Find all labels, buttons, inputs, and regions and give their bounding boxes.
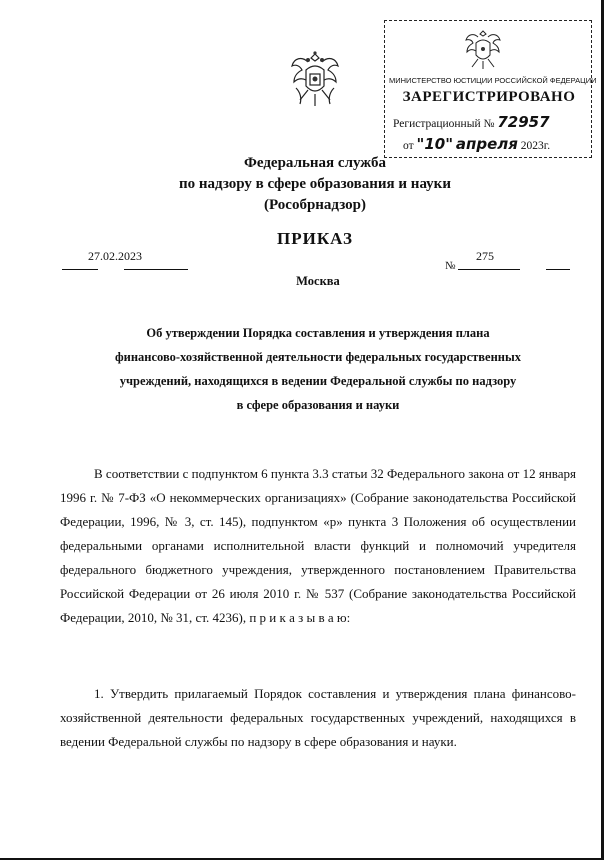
number-sign: № [445, 260, 456, 272]
city: Москва [296, 274, 340, 288]
stamp-date [403, 135, 550, 153]
registration-stamp [384, 20, 597, 158]
agency-line: Федеральная служба [244, 155, 386, 171]
number-underline [546, 269, 570, 270]
subject-line: в сфере образования и науки [236, 398, 400, 412]
subject-line: финансово-хозяйственной деятельности федеральных государственных [114, 350, 522, 364]
stamp-date-day: "10" [416, 135, 454, 153]
coat-of-arms-icon [286, 48, 344, 112]
stamp-date-year: 2023г. [520, 140, 551, 152]
date-underline [62, 269, 98, 270]
stamp-coat-of-arms-icon [461, 27, 505, 71]
stamp-registration-number [393, 113, 550, 131]
stamp-title: ЗАРЕГИСТРИРОВАНО [402, 89, 576, 105]
number-underline [458, 269, 520, 270]
stamp-reg-number: 72957 [497, 113, 550, 131]
clause-1-paragraph: 1. Утвердить прилагаемый Порядок составления и утверждения плана финансово-хозяйственной деятельности федеральных государственных учреждений, находящихся в ведении Федеральной службы по надзору в сфере образования и науки. [60, 686, 576, 749]
stamp-date-month: апреля [455, 135, 518, 153]
agency-name [150, 153, 480, 216]
date-underline [124, 269, 188, 270]
stamp-ministry-name: МИНИСТЕРСТВО ЮСТИЦИИ РОССИЙСКОЙ ФЕДЕРАЦИИ [389, 76, 597, 85]
preamble-paragraph: В соответствии с подпунктом 6 пункта 3.3 статьи 32 Федерального закона от 12 января 1996 г. № 7-ФЗ «О некоммерческих организациях» (Собрание законодательства Российской Федерации, 1996, № 3, ст. 145), подпунктом «р» пункта 3 Положения об осуществлении федеральными органами исполнительной власти функций и полномочий учредителя федерального бюджетного учреждения, утвержденного постановлением Правительства Российской Федерации от 26 июля 2010 г. № 537 (Собрание законодательства Российской Федерации, 2010, № 31, ст. 4236), п р и к а з ы в а ю: [60, 466, 576, 625]
order-number: 275 [476, 249, 494, 263]
order-subject [60, 321, 576, 417]
agency-line: (Рособрнадзор) [264, 197, 366, 213]
stamp-date-prefix: от [403, 140, 414, 152]
order-date: 27.02.2023 [88, 249, 142, 263]
subject-line: Об утверждении Порядка составления и утверждения плана [146, 326, 490, 340]
agency-line: по надзору в сфере образования и науки [179, 176, 451, 192]
document-type: ПРИКАЗ [277, 229, 353, 248]
subject-line: учреждений, находящихся в ведении Федеральной службы по надзору [119, 374, 517, 388]
stamp-reg-label: Регистрационный № [393, 118, 495, 130]
